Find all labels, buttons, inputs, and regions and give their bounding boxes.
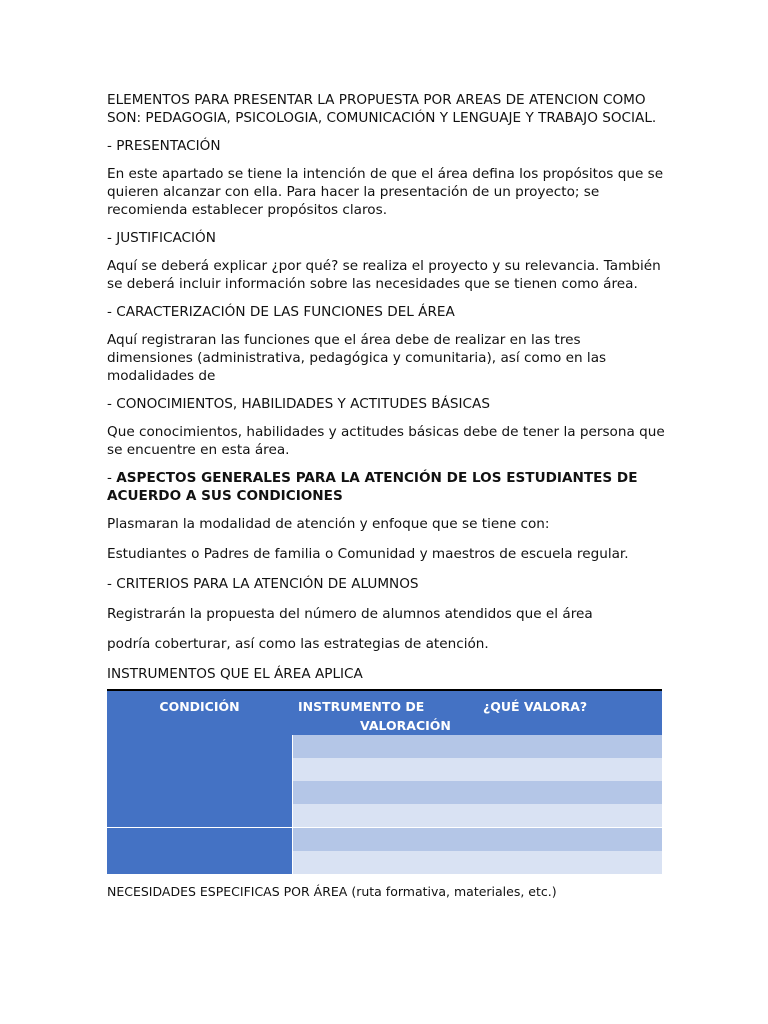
table-cell <box>292 735 477 758</box>
section-title-criterios: - CRITERIOS PARA LA ATENCIÓN DE ALUMNOS <box>107 576 419 592</box>
table-header-instrumento: INSTRUMENTO DE VALORACIÓN <box>292 690 477 735</box>
section-title-aspectos <box>107 469 667 505</box>
section-text-conocimientos: Que conocimientos, habilidades y actitudes básicas debe de tener la persona que se encuentre en esta área. <box>107 424 665 458</box>
table-cell <box>477 758 662 781</box>
table-cell <box>292 828 477 852</box>
footer-necesidades: NECESIDADES ESPECIFICAS POR ÁREA (ruta formativa, materiales, etc.) <box>107 884 557 899</box>
table-cell <box>477 851 662 874</box>
aspectos-dash: - <box>107 470 117 486</box>
section-title-caracterizacion: - CARACTERIZACIÓN DE LAS FUNCIONES DEL ÁREA <box>107 304 455 320</box>
table-row <box>107 735 662 758</box>
section-text-aspectos-2: Estudiantes o Padres de familia o Comunidad y maestros de escuela regular. <box>107 546 629 562</box>
table-header-que-valora: ¿QUÉ VALORA? <box>477 690 662 735</box>
table-cell <box>477 781 662 804</box>
table-header-condicion: CONDICIÓN <box>107 690 292 735</box>
section-text-justificacion: Aquí se deberá explicar ¿por qué? se realiza el proyecto y su relevancia. También se deberá incluir información sobre las necesidades que se tienen como área. <box>107 258 661 292</box>
table-cell-condicion <box>107 735 292 828</box>
section-title-conocimientos: - CONOCIMIENTOS, HABILIDADES Y ACTITUDES BÁSICAS <box>107 396 490 412</box>
table-cell <box>292 804 477 828</box>
table-cell-condicion <box>107 828 292 875</box>
section-text-presentacion: En este apartado se tiene la intención de que el área defina los propósitos que se quieren alcanzar con ella. Para hacer la presentación de un proyecto; se recomienda establecer propósitos claros. <box>107 166 664 218</box>
table-cell <box>477 828 662 852</box>
section-title-justificacion: - JUSTIFICACIÓN <box>107 230 216 246</box>
aspectos-title-text: ASPECTOS GENERALES PARA LA ATENCIÓN DE LOS ESTUDIANTES DE ACUERDO A SUS CONDICIONES <box>107 470 638 504</box>
document-page <box>107 91 667 912</box>
table-cell <box>292 781 477 804</box>
section-title-instrumentos: INSTRUMENTOS QUE EL ÁREA APLICA <box>107 666 363 682</box>
table-cell <box>477 735 662 758</box>
table-row <box>107 828 662 852</box>
table-cell <box>477 804 662 828</box>
instrumentos-table <box>107 689 662 874</box>
section-title-presentacion: - PRESENTACIÓN <box>107 138 221 154</box>
table-cell <box>292 758 477 781</box>
section-text-caracterizacion: Aquí registraran las funciones que el área debe de realizar en las tres dimensiones (administrativa, pedagógica y comunitaria), así como en las modalidades de <box>107 332 607 384</box>
section-text-criterios-2: podría coberturar, así como las estrategias de atención. <box>107 636 489 652</box>
table-cell <box>292 851 477 874</box>
table-header-row <box>107 690 662 735</box>
document-heading: ELEMENTOS PARA PRESENTAR LA PROPUESTA POR AREAS DE ATENCION COMO SON: PEDAGOGIA, PSICOLOGIA, COMUNICACIÓN Y LENGUAJE Y TRABAJO SOCIAL. <box>107 92 657 126</box>
section-text-aspectos-1: Plasmaran la modalidad de atención y enfoque que se tiene con: <box>107 516 550 532</box>
section-text-criterios-1: Registrarán la propuesta del número de alumnos atendidos que el área <box>107 606 593 622</box>
